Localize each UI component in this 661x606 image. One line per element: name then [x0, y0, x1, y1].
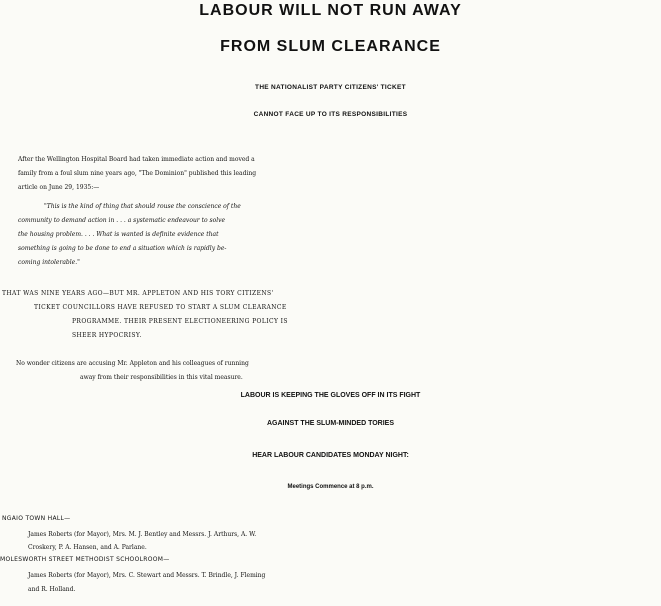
hear-candidates-heading: HEAR LABOUR CANDIDATES MONDAY NIGHT:	[252, 452, 409, 459]
venue-ngaio-speakers-line-1: James Roberts (for Mayor), Mrs. M. J. Bentley and Messrs. J. Arthurs, A. W.	[28, 531, 257, 538]
headline-line-2: FROM SLUM CLEARANCE	[220, 38, 441, 55]
fight-line-2: AGAINST THE SLUM-MINDED TORIES	[266, 420, 395, 427]
quote-line-3: the housing problem. . . . What is wanted is definite evidence that	[18, 231, 219, 238]
venue-ngaio-town-hall: NGAIO TOWN HALL—	[2, 515, 71, 522]
statement-line-3: PROGRAMME. THEIR PRESENT ELECTIONEERING POLICY IS	[72, 318, 288, 325]
subheadline-line-2: CANNOT FACE UP TO ITS RESPONSIBILITIES	[253, 111, 408, 118]
venue-molesworth-street: MOLESWORTH STREET METHODIST SCHOOLROOM—	[0, 556, 170, 563]
venue-ngaio-speakers-line-2: Croskery, P. A. Hansen, and A. Parlane.	[28, 544, 147, 551]
accusation-line-2: away from their responsibilities in this vital measure.	[80, 374, 243, 381]
quote-line-4: something is going to be done to end a situation which is rapidly be-	[18, 245, 227, 252]
statement-line-4: SHEER HYPOCRISY.	[72, 332, 142, 339]
quote-line-5: coming intolerable."	[18, 259, 80, 266]
statement-line-2: TICKET COUNCILLORS HAVE REFUSED TO START A SLUM CLEARANCE	[34, 304, 287, 311]
meetings-time: Meetings Commence at 8 p.m.	[287, 484, 374, 490]
quote-line-2: community to demand action in . . . a systematic endeavour to solve	[18, 217, 226, 224]
intro-line-2: family from a foul slum nine years ago, "The Dominion" published this leading	[18, 170, 257, 177]
statement-line-1: THAT WAS NINE YEARS AGO—BUT MR. APPLETON AND HIS TORY CITIZENS'	[2, 290, 274, 297]
quote-line-1: "This is the kind of thing that should rouse the conscience of the	[44, 203, 241, 210]
accusation-line-1: No wonder citizens are accusing Mr. Appleton and his colleagues of running	[16, 360, 249, 367]
intro-line-1: After the Wellington Hospital Board had taken immediate action and moved a	[18, 156, 255, 163]
venue-molesworth-speakers-line-1: James Roberts (for Mayor), Mrs. C. Stewart and Messrs. T. Brindle, J. Fleming	[28, 572, 266, 579]
intro-line-3: article on June 29, 1935:—	[18, 184, 100, 191]
headline-line-1: LABOUR WILL NOT RUN AWAY	[199, 2, 462, 19]
subheadline-line-1: THE NATIONALIST PARTY CITIZENS' TICKET	[255, 84, 406, 91]
fight-line-1: LABOUR IS KEEPING THE GLOVES OFF IN ITS FIGHT	[240, 392, 421, 399]
venue-molesworth-speakers-line-2: and R. Holland.	[28, 586, 76, 593]
